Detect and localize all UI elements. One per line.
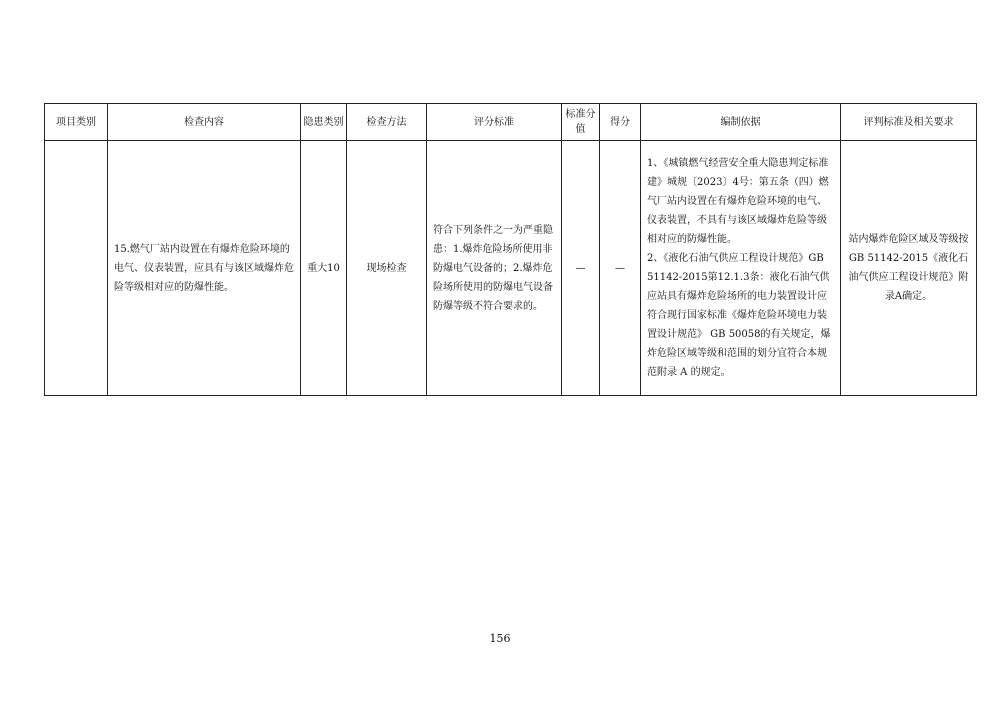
cell-category xyxy=(45,141,108,396)
header-hazard-type: 隐患类别 xyxy=(301,104,347,141)
cell-content: 15.燃气厂站内设置在有爆炸危险环境的电气、仪表装置，应具有与该区域爆炸危险等级相对应的防爆性能。 xyxy=(108,141,301,396)
cell-standard-score: — xyxy=(562,141,600,396)
header-category: 项目类别 xyxy=(45,104,108,141)
page-number: 156 xyxy=(489,632,511,645)
header-standard-score: 标准分值 xyxy=(562,104,600,141)
header-method: 检查方法 xyxy=(347,104,427,141)
table-header-row xyxy=(45,104,977,141)
table-row xyxy=(45,141,977,396)
cell-hazard-type: 重大10 xyxy=(301,141,347,396)
basis-item-2: 2、《液化石油气供应工程设计规范》GB 51142-2015第12.1.3条：液化石油气供应站具有爆炸危险场所的电力装置设计应符合现行国家标准《爆炸危险环境电力装置设计规范》 GB 50058的有关规定，爆炸危险区域等级和范围的划分宜符合本规范附录 A 的规定。 xyxy=(647,253,831,378)
cell-method: 现场检查 xyxy=(347,141,427,396)
header-basis: 编制依据 xyxy=(641,104,841,141)
header-content: 检查内容 xyxy=(108,104,301,141)
basis-item-1: 1、《城镇燃气经营安全重大隐患判定标准建》城规〔2023〕4号：第五条（四）燃气厂站内设置在有爆炸危险环境的电气、仪表装置，不具有与该区域爆炸危险等级相对应的防爆性能。 xyxy=(647,158,829,245)
cell-basis xyxy=(641,141,841,396)
cell-requirements: 站内爆炸危险区域及等级按GB 51142-2015《液化石油气供应工程设计规范》附录A确定。 xyxy=(841,141,977,396)
cell-score: — xyxy=(600,141,641,396)
inspection-table xyxy=(44,103,977,396)
header-requirements: 评判标准及相关要求 xyxy=(841,104,977,141)
cell-scoring-standard: 符合下列条件之一为严重隐患：1.爆炸危险场所使用非防爆电气设备的；2.爆炸危险场所使用的防爆电气设备防爆等级不符合要求的。 xyxy=(427,141,562,396)
header-scoring-standard: 评分标准 xyxy=(427,104,562,141)
header-score: 得分 xyxy=(600,104,641,141)
